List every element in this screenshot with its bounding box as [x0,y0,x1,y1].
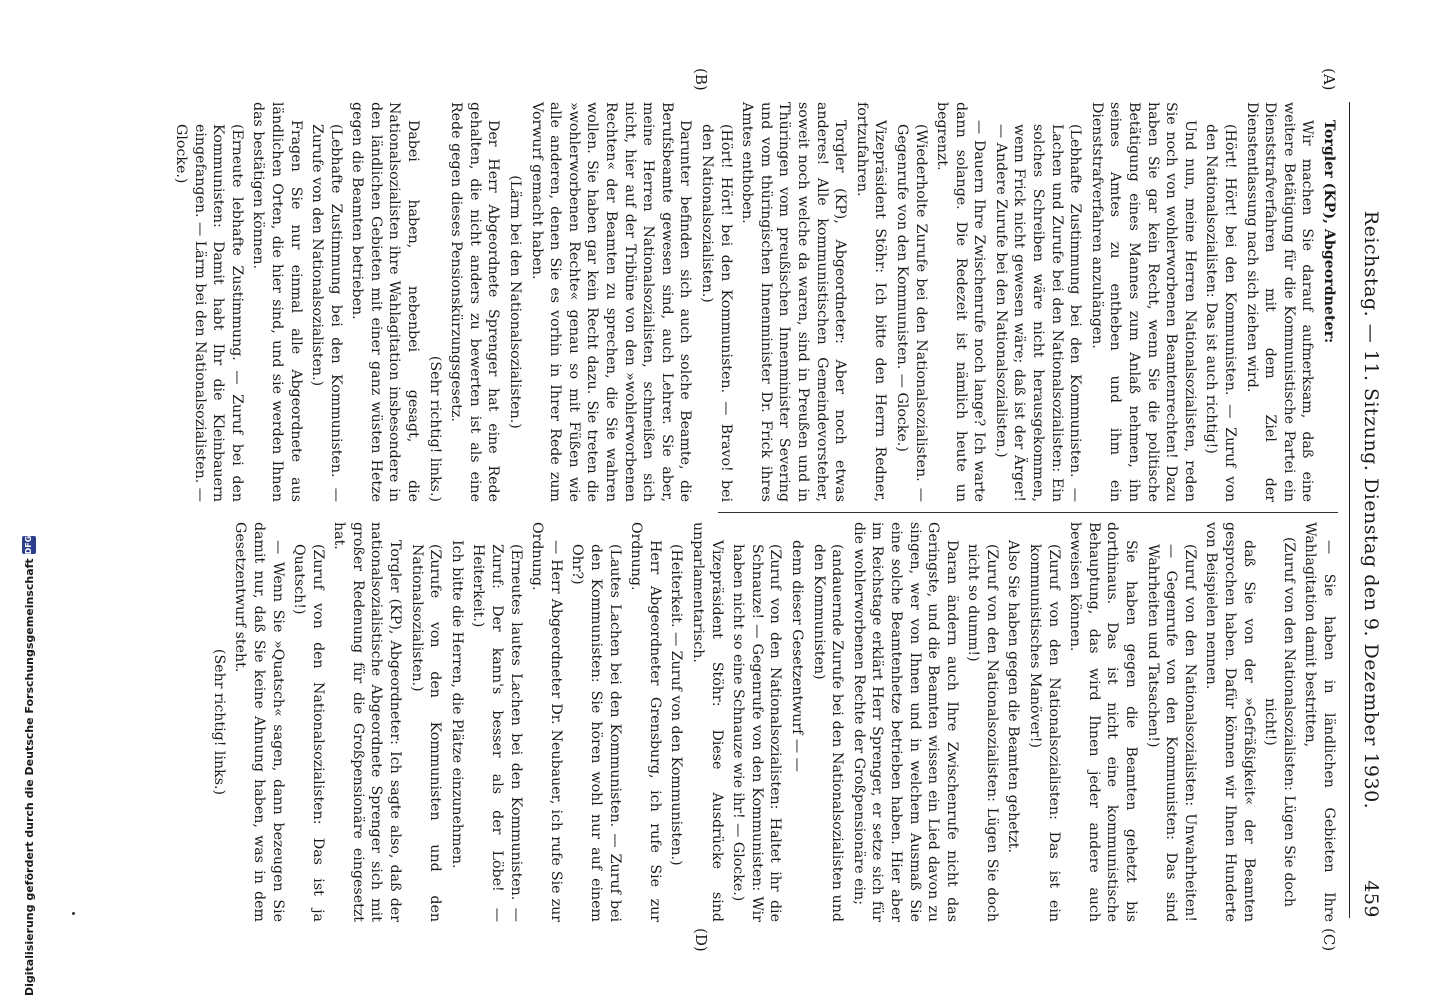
right-paragraph: (Erneutes lautes Lachen bei den Kommunisten. — Zuruf: Der kann's besser als der Löbe! — Heiterkeit.) [470,544,524,922]
right-paragraph: Also Sie haben gegen die Beamten gehetzt. [1005,540,1022,854]
column-divider [718,512,1338,513]
page-header [1349,102,1390,918]
left-paragraph: Wir machen Sie darauf aufmerksam, daß eine weitere Betätigung für die Kommunistische Partei ein Dienststrafverfahren mit dem Ziel der Dienstentlassung nach sich ziehen wird. [1243,102,1316,502]
margin-marker-a: (A) [1320,68,1338,91]
right-paragraph: (andauernde Zurufe bei den Nationalsozialisten und den Kommunisten) [810,544,846,922]
left-paragraph: Und nun, meine Herren Nationalsozialisten, reden Sie noch von wohlerworbenen Beamtenrechten! Dazu haben Sie gar kein Recht, wenn Sie die politische Betätigung eines Mannes zum Anlaß nehmen, ihn seines Amtes zu entheben und ihm ein Dienststrafverfahren anzuhängen. [1088,102,1198,502]
left-paragraph: (Hört! Hört! bei den Kommunisten. — Zuruf von den Nationalsozialisten: Das ist auch richtig!) [1203,124,1239,502]
right-paragraph: (Zuruf von den Nationalsozialisten: Haltet ihr die Schnauze! — Gegenrufe von den Kommunisten: Wir haben nicht so eine Schnauze wie ihr! — Glocke.) [730,544,784,922]
right-paragraph: — Herr Abgeordneter Dr. Neubauer, ich rufe Sie zur Ordnung. [529,522,564,922]
left-paragraph: (Wiederholte Zurufe bei den Nationalsozialisten. — Gegenrufe von den Kommunisten. — Glocke.) [893,124,929,502]
left-paragraph: Darunter befinden sich auch solche Beamte, die Berufsbeamte gewesen sind, auch Lehrer. Sie aber, meine Herren Nationalsozialisten, schmeißen sich nicht, hier auf der Tribüne von den »wohlerworbenen Rechten« der Beamten zu sprechen, die Sie wahren wollen. Sie haben gar kein Recht dazu. Sie treten die »wohlerworbenen Rechte« genau so mit Füßen wie alle anderen, denen Sie es vorhin in Ihrer Rede zum Vorwurf gemacht haben. [528,102,694,502]
left-paragraph: (Erneute lebhafte Zustimmung. — Zuruf bei den Kommunisten: Damit habt Ihr die Kleinbauern eingefangen. — Lärm bei den Nationalsozialisten. — Glocke.) [172,124,245,502]
right-paragraph: Vizepräsident Stöhr: Diese Ausdrücke sind unparlamentarisch. [690,522,725,922]
left-paragraph: Dabei haben, nebenbei gesagt, die Nationalsozialisten ihre Wahlagitation insbesondere in den ländlichen Gebieten mit einer ganz wüsten Hetze gegen die Beamten betrieben. [349,102,422,502]
right-paragraph: (Zurufe von den Kommunisten und den Nationalsozialisten.) [408,544,444,922]
right-paragraph: Daran ändern auch Ihre Zwischenrufe nicht das Geringste, und die Beamten wissen ein Lied davon zu singen, wer von Ihnen und in welchem Ausmaß Sie eine solche Beamtenhetze betrieben haben. Hier aber im Reichstage erklärt Herr Sprenger, er setze sich für die wohlerworbenen Rechte der Großpensionäre ein; [850,522,960,922]
left-paragraph: (Lebhafte Zustimmung bei den Kommunisten. — Zurufe von den Nationalsozialisten.) [309,124,344,502]
right-paragraph: (Sehr richtig! links.) [210,648,227,796]
margin-marker-b: (B) [692,68,710,91]
page-number: 459 [1360,880,1382,918]
margin-marker-c: (C) [1320,928,1338,952]
right-paragraph: — Sie haben in ländlichen Gebieten Ihre Wahlagitation damit bestritten, [1302,522,1337,922]
right-column [10,522,1338,922]
left-column [10,102,1338,502]
right-paragraph: — Wenn Sie »Quatsch« sagen, dann bezeugen Sie damit nur, daß Sie keine Ahnung haben, was in dem Gesetzentwurf steht. [232,522,286,922]
digitization-footer [2,535,36,996]
left-paragraph: (Lebhafte Zustimmung bei den Kommunisten. — Lachen und Zurufe bei den Nationalsozialisten: Ein solches Schreiben wäre nicht herausgekommen, wenn Frick nicht gewesen wäre; daß ist der Ärger! — Andere Zurufe bei den Nationalsozialisten.) [992,124,1084,502]
right-paragraph: Torgler (KP), Abgeordneter: Ich sagte also, daß der nationalsozialistische Abgeordnete Sprenger sich mit großer Redenung für die Großpensionäre eingesetzt hat. [331,522,404,922]
left-paragraph: (Sehr richtig! links.) [426,355,443,502]
right-paragraph: Sie haben gegen die Beamten gehetzt bis dorthinaus. Das ist nicht eine kommunistische Behauptung, das wird Ihnen jeder andere auch beweisen können. [1067,522,1140,922]
margin-marker-d: (D) [692,928,710,952]
right-paragraph: (Zuruf von den Nationalsozialisten: Lügen Sie doch nicht!) [1262,536,1297,908]
document-page [10,18,1390,978]
scan-speck [72,912,75,915]
right-paragraph: Ich bitte die Herren, die Plätze einzunehmen. [448,540,465,869]
left-paragraph: Torgler (KP), Abgeordneter: Aber noch etwas anderes! Alle kommunistischen Gemeindevorsteher, soweit noch welche da waren, sind in Preußen und in Thüringen vom preußischen Innenminister Severing und vom thüringischen Innenminister Dr. Frick ihres Amtes enthoben. [739,102,849,502]
footer-text: Digitalisierung gefördert durch die Deutsche Forschungsgemeinschaft [22,558,36,996]
page-title: Reichstag. — 11. Sitzung. Dienstag den 9. Dezember 1930. [1360,210,1382,810]
right-paragraph: (Zuruf von den Nationalsozialisten: Unwahrheiten! — Gegenrufe von den Kommunisten: Das sind Wahrheiten und Tatsachen!) [1144,544,1198,922]
left-paragraph: — Dauern Ihre Zwischenrufe noch lange? Ich warte dann solange. Die Redezeit ist nämlich heute un begrenzt. [934,102,988,502]
right-paragraph: Herr Abgeordneter Grensburg, ich rufe Sie zur Ordnung. [628,522,663,922]
left-paragraph: Der Herr Abgeordnete Sprenger hat eine Rede gehalten, die nicht anders zu bewerten ist als eine Rede gegen dieses Pensionskürzungsgesetz. [448,102,502,502]
left-paragraph: Vizepräsident Stöhr: Ich bitte den Herrn Redner, fortzufahren. [853,102,889,502]
dfg-logo-icon: DFG [22,536,36,555]
left-paragraph: (Lärm bei den Nationalsozialisten.) [507,175,524,429]
right-paragraph: (Lautes Lachen bei den Kommunisten. — Zuruf bei den Kommunisten: Sie hören wohl nur auf einem Ohr?) [569,544,623,922]
left-paragraph: (Hört! Hört! bei den Kommunisten. — Bravo! bei den Nationalsozialisten.) [699,124,734,502]
right-paragraph: daß Sie von der »Gefräßigkeit« der Beamten gesprochen haben. Dafür können wir Ihnen Hunderte von Beispielen nennen. [1203,522,1257,922]
right-paragraph: (Heiterkeit. — Zuruf von den Kommunisten.) [668,544,685,866]
left-paragraph: Torgler (KP), Abgeordneter: [1321,120,1337,344]
right-paragraph: (Zuruf von den Nationalsozialisten: Das ist ein kommunistisches Manöver!) [1027,544,1062,922]
right-paragraph: (Zuruf von den Nationalsozialisten: Das ist ja Quatsch!) [291,544,326,922]
left-paragraph: Fragen Sie nur einmal alle Abgeordnete aus ländlichen Orten, die hier sind, und sie werden Ihnen das bestätigen können. [250,102,304,502]
right-paragraph: denn dieser Gesetzentwurf — — [788,540,805,772]
right-paragraph: (Zuruf von den Nationalsozialisten: Lügen Sie doch nicht so dumm!) [965,544,1000,922]
